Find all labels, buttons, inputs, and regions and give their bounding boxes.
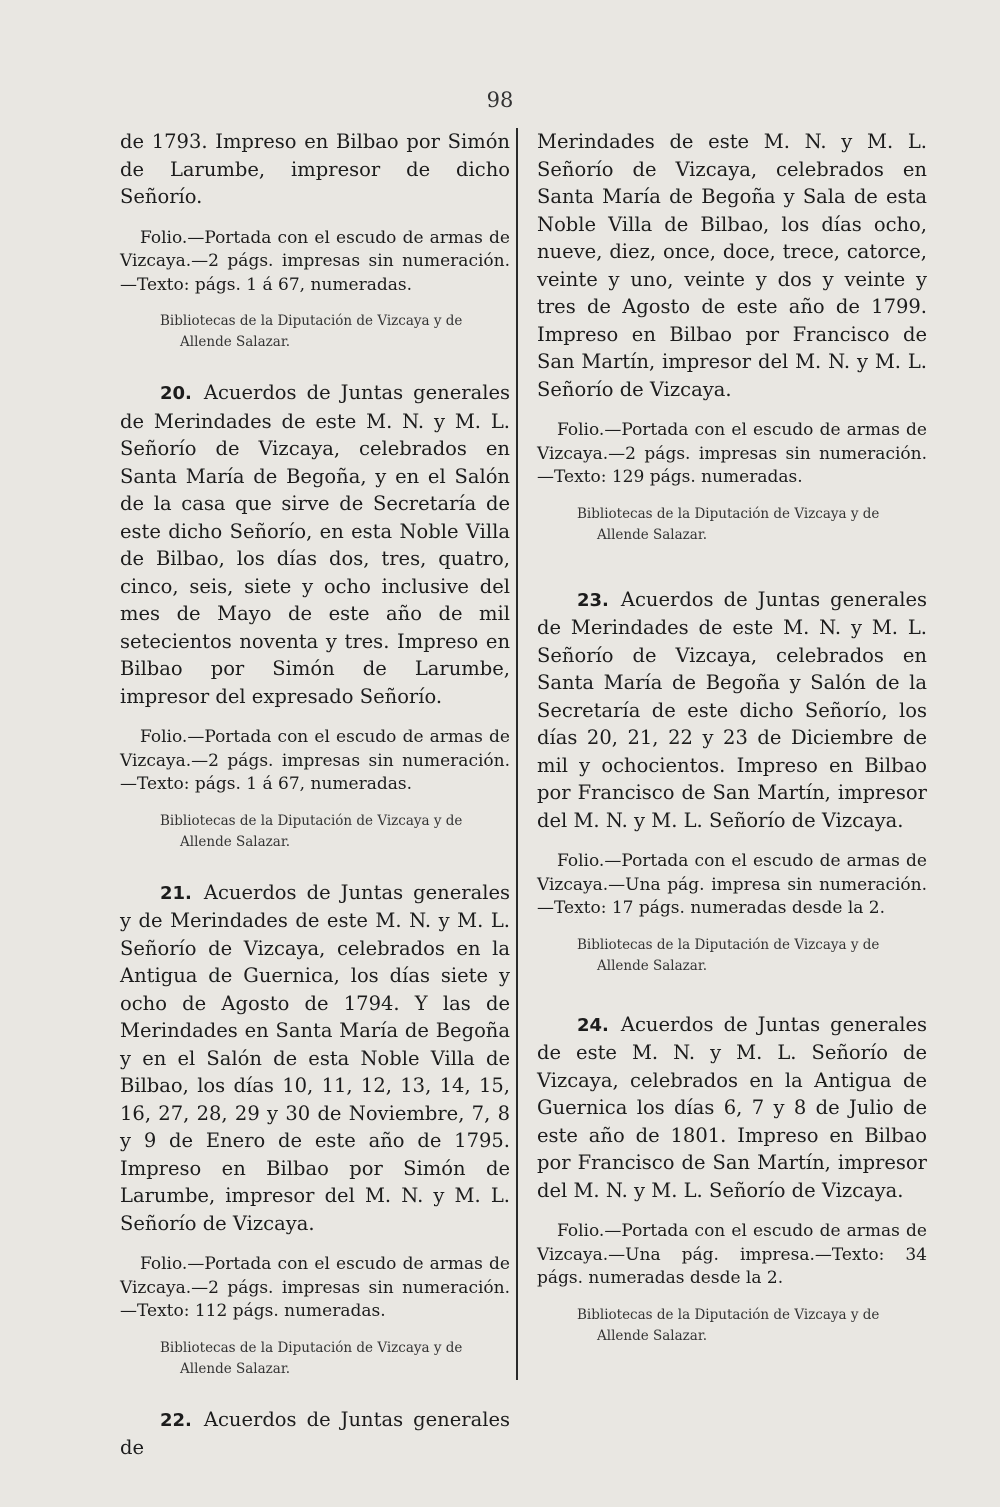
entry-21-text: 21. Acuerdos de Juntas generales y de Merindades de este M. N. y M. L. Señorío de Vizcaya, celebrados en la Antigua de Guernica, los días siete y ocho de Agosto de 1794. Y las de Merindades en Santa María de Begoña y en el Salón de esta Noble Villa de Bilbao, los días 10, 11, 12, 13, 14, 15, 16, 27, 28, 29 y 30 de Noviembre, 7, 8 y 9 de Enero de este año de 1795. Impreso en Bilbao por Simón de Larumbe, impresor del M. N. y M. L. Señorío de Vizcaya.: [120, 880, 510, 1235]
entry-23-text: 23. Acuerdos de Juntas generales de Merindades de este M. N. y M. L. Señorío de Vizcaya, celebrados en Santa María de Begoña y Salón de la Secretaría de este dicho Señorío, los días 20, 21, 22 y 23 de Diciembre de mil y ochocientos. Impreso en Bilbao por Francisco de San Martín, impresor del M. N. y M. L. Señorío de Vizcaya.: [537, 587, 927, 832]
entry-23-number: 23.: [577, 589, 609, 611]
continued-entry-text-right: Merindades de este M. N. y M. L. Señorío de Vizcaya, celebrados en Santa María de Begoña y Sala de esta Noble Villa de Bilbao, los días ocho, nueve, diez, once, doce, trece, catorce, veinte y uno, veinte y dos y veinte y tres de Agosto de este año de 1799. Impreso en Bilbao por Francisco de San Martín, impresor del M. N. y M. L. Señorío de Vizcaya.: [537, 130, 927, 401]
entry-22-number: 22.: [160, 1409, 192, 1431]
entry-23-format: Folio.—Portada con el escudo de armas de Vizcaya.—Una pág. impresa sin numeración.—Texto: 17 págs. numeradas desde la 2.: [537, 851, 927, 918]
entry-24-number: 24.: [577, 1014, 609, 1036]
entry-24: [537, 1011, 927, 1347]
entry-24-format: Folio.—Portada con el escudo de armas de Vizcaya.—Una pág. impresa.—Texto: 34 págs. numeradas desde la 2.: [537, 1221, 927, 1288]
page-number: 98: [486, 88, 514, 112]
entry-20-text: 20. Acuerdos de Juntas generales de Merindades de este M. N. y M. L. Señorío de Vizcaya, celebrados en Santa María de Begoña, y en el Salón de la casa que sirve de Secretaría de este dicho Señorío, en esta Noble Villa de Bilbao, los días dos, tres, quatro, cinco, seis, siete y ocho inclusive del mes de Mayo de este año de mil setecientos noventa y tres. Impreso en Bilbao por Simón de Larumbe, impresor del expresado Señorío.: [120, 381, 510, 708]
entry-23-library: Bibliotecas de la Diputación de Vizcaya y de Allende Salazar.: [577, 936, 880, 974]
continued-entry-text: de 1793. Impreso en Bilbao por Simón de Larumbe, impresor de dicho Señorío.: [120, 130, 510, 208]
entry-23: [537, 586, 927, 977]
entry-21-library: Bibliotecas de la Diputación de Vizcaya y de Allende Salazar.: [160, 1339, 463, 1377]
entry-22: [120, 1406, 510, 1462]
entry-20-library: Bibliotecas de la Diputación de Vizcaya y de Allende Salazar.: [160, 812, 463, 850]
column-divider: [516, 128, 518, 1380]
entry-21-format: Folio.—Portada con el escudo de armas de Vizcaya.—2 págs. impresas sin numeración.—Texto: 112 págs. numeradas.: [120, 1254, 510, 1321]
entry-20-format: Folio.—Portada con el escudo de armas de Vizcaya.—2 págs. impresas sin numeración.—Texto: págs. 1 á 67, numeradas.: [120, 727, 510, 794]
entry-21-number: 21.: [160, 882, 192, 904]
right-column: [537, 128, 927, 1347]
continued-entry-library: Bibliotecas de la Diputación de Vizcaya y de Allende Salazar.: [160, 313, 463, 350]
continued-entry-format: Folio.—Portada con el escudo de armas de Vizcaya.—2 págs. impresas sin numeración.—Texto: págs. 1 á 67, numeradas.: [120, 227, 510, 295]
entry-20-number: 20.: [160, 383, 192, 404]
continued-entry-format-right: Folio.—Portada con el escudo de armas de Vizcaya.—2 págs. impresas sin numeración.—Texto: 129 págs. numeradas.: [537, 420, 927, 487]
entry-24-library: Bibliotecas de la Diputación de Vizcaya y de Allende Salazar.: [577, 1306, 880, 1344]
entry-20: [120, 379, 510, 853]
entry-24-text: 24. Acuerdos de Juntas generales de este M. N. y M. L. Señorío de Vizcaya, celebrados en la Antigua de Guernica los días 6, 7 y 8 de Julio de este año de 1801. Impreso en Bilbao por Francisco de San Martín, impresor del M. N. y M. L. Señorío de Vizcaya.: [537, 1012, 927, 1202]
continued-entry-library-right: Bibliotecas de la Diputación de Vizcaya y de Allende Salazar.: [577, 505, 880, 543]
entry-21: [120, 879, 510, 1380]
left-column: [120, 128, 510, 1462]
entry-22-text: 22. Acuerdos de Juntas generales de: [120, 1407, 510, 1459]
